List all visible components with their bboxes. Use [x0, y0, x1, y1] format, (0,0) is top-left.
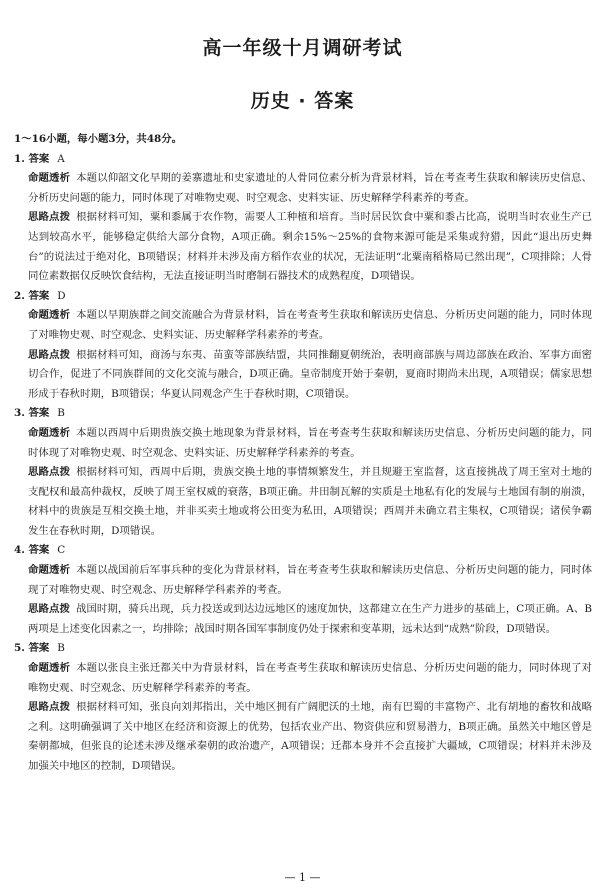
question-header [14, 404, 592, 424]
answer-value: D [57, 289, 66, 302]
hint-paragraph [14, 208, 592, 286]
answer-label: 答案 [28, 152, 50, 165]
hint-label: 思路点拨 [28, 211, 71, 224]
answer-value: A [57, 152, 65, 165]
hint-paragraph [14, 346, 592, 405]
analysis-paragraph [14, 561, 592, 600]
analysis-label: 命题透析 [28, 309, 71, 322]
hint-text: 战国时期，骑兵出现，兵力投送或到达边远地区的速度加快，这都建立在生产力进步的基础上，C项正确。A、B两项是上述变化因素之一，均排除；战国时期各国军事制度仍处于探索和变革期，远未达到“成熟”阶段，D项错误。 [28, 603, 593, 635]
question-block [14, 287, 592, 405]
answer-value: C [57, 544, 66, 557]
page-subtitle: 历史 · 答案 [250, 90, 355, 112]
answer-label: 答案 [28, 289, 50, 302]
question-header [14, 150, 592, 170]
analysis-text: 本题以张良主张迁都关中为背景材料，旨在考查考生获取和解读历史信息、分析历史问题的能力，同时体现了对唯物史观、时空观念、历史解释学科素养的考查。 [28, 662, 592, 694]
answer-label: 答案 [28, 642, 50, 655]
page-title: 高一年级十月调研考试 [202, 37, 403, 59]
analysis-label: 命题透析 [28, 564, 71, 577]
analysis-text: 本题以仰韶文化早期的姜寨遗址和史家遗址的人骨同位素分析为背景材料，旨在考查考生获取和解读历史信息、分析历史问题的能力，同时体现了对唯物史观、时空观念、史料实证、历史解释学科素养的考查。 [28, 172, 592, 204]
hint-paragraph [14, 698, 592, 776]
analysis-paragraph [14, 424, 592, 463]
analysis-label: 命题透析 [28, 172, 71, 185]
question-number: 3. [14, 407, 25, 420]
analysis-label: 命题透析 [28, 662, 71, 675]
hint-label: 思路点拨 [28, 466, 71, 479]
answer-content [14, 130, 592, 777]
question-block [14, 541, 592, 639]
question-header [14, 639, 592, 659]
page-number: — 1 — [284, 871, 321, 884]
analysis-paragraph [14, 169, 592, 208]
analysis-text: 本题以战国前后军事兵种的变化为背景材料，旨在考查考生获取和解读历史信息、分析历史问题的能力，同时体现了对唯物史观、时空观念、历史解释学科素养的考查。 [28, 564, 592, 596]
answer-label: 答案 [28, 544, 50, 557]
analysis-paragraph [14, 659, 592, 698]
answer-label: 答案 [28, 407, 50, 420]
question-block [14, 150, 592, 287]
intro-line: 1～16小题，每小题3分，共48分。 [14, 133, 183, 145]
analysis-text: 本题以西周中后期贵族交换土地现象为背景材料，旨在考查考生获取和解读历史信息、分析历史问题的能力，同时体现了对唯物史观、时空观念、史料实证、历史解释学科素养的考查。 [28, 426, 592, 459]
hint-text: 根据材料可知，商汤与东夷、苗蛮等部族结盟，共同推翻夏朝统治，表明商部族与周边部族在政治、军事方面密切合作，促进了不同族群间的文化交流与融合，D项正确。皇帝制度开始于秦朝，夏商时期尚未出现，A项错误；儒家思想形成于春秋时期，B项错误；华夏认同观念产生于春秋时期，C项错误。 [28, 348, 592, 400]
analysis-text: 本题以早期族群之间交流融合为背景材料，旨在考查考生获取和解读历史信息、分析历史问题的能力，同时体现了对唯物史观、时空观念、史料实证、历史解释学科素养的考查。 [28, 309, 592, 341]
analysis-paragraph [14, 306, 592, 345]
hint-paragraph [14, 600, 592, 639]
question-number: 1. [14, 152, 25, 165]
question-header [14, 541, 592, 561]
answer-value: B [57, 407, 65, 420]
hint-text: 根据材料可知，粟和黍属于农作物，需要人工种植和培育。当时居民饮食中粟和黍占比高，说明当时农业生产已达到较高水平，能够稳定供给大部分食物，A项正确。剩余15%～25%的食物来源可能是采集或狩猎，因此“退出历史舞台”的说法过于绝对化，B项错误；材料并未涉及南方稻作农业的状况，无法证明“北粟南稻格局已然出现”，C项排除；人骨同位素数据仅反映饮食结构，无法直接证明当时磨制石器技术的成熟程度，D项错误。 [28, 211, 592, 283]
hint-label: 思路点拨 [28, 701, 71, 714]
question-number: 5. [14, 642, 25, 655]
question-number: 2. [14, 289, 25, 302]
hint-text: 根据材料可知，张良向刘邦指出，关中地区拥有广阔肥沃的土地，南有巴蜀的丰富物产、北有胡地的畜牧和战略之利。这明确强调了关中地区在经济和资源上的优势，包括农业产出、物资供应和贸易潜力，B项正确。虽然关中地区曾是秦朝都城，但张良的论述未涉及继承秦朝的政治遗产，A项错误；迁都本身并不会直接扩大疆域，C项错误；材料并未涉及加强关中地区的控制，D项错误。 [28, 701, 592, 772]
question-block [14, 404, 592, 541]
hint-paragraph [14, 463, 592, 541]
hint-text: 根据材料可知，西周中后期，贵族交换土地的事情频繁发生，并且规避王室监督，这直接挑战了周王室对土地的支配权和最高仲裁权，反映了周王室权威的衰落，B项正确。井田制瓦解的实质是土地私有化的发展与土地国有制的崩溃，材料中的贵族是互相交换土地，并非买卖土地或将公田变为私田，A项错误；西周并未确立君主集权，C项错误；诸侯争霸发生在春秋时期，D项错误。 [28, 466, 592, 537]
hint-label: 思路点拨 [28, 603, 70, 616]
hint-label: 思路点拨 [28, 348, 71, 361]
question-block [14, 639, 592, 776]
answer-value: B [57, 642, 65, 655]
question-number: 4. [14, 544, 25, 557]
analysis-label: 命题透析 [28, 426, 71, 439]
question-header [14, 287, 592, 307]
